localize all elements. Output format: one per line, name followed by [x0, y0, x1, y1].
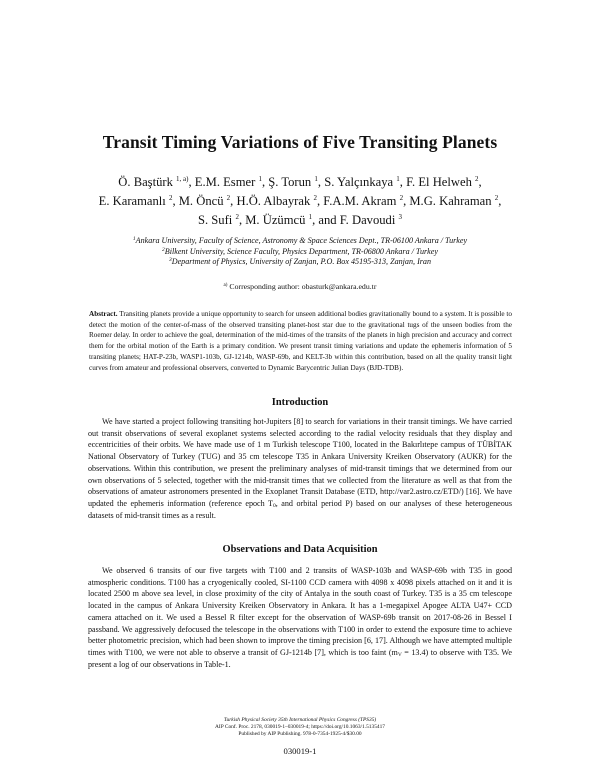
author-affil-sup: 2 [168, 194, 173, 202]
author-name: M.G. Kahraman [409, 194, 492, 208]
author-line-3 [60, 211, 540, 230]
author-separator: , [316, 194, 324, 208]
affiliation-list [60, 236, 540, 268]
author-affil-sup: 1 [314, 175, 318, 183]
intro-text-a: We have started a project following transiting hot-Jupiters [8] to search for variations in their transit timings. We have carried out transit observations of several exoplanet systems selected according to the radial velocity residuals that they display and eccentricities of their orbits. We have made use of 1 m Turkish telescope T100, located in the Bakırlıtepe campus of TÜBİTAK National Observatory of Turkey (TUG) and 35 cm telescope T35 in Ankara University Kreiken Observatory (AUKR) for the observations. Within this contribution, we present the preliminary analyses of mid-transit timings that we determined from our own observations of 5 selected, together with the mid-transit times that we collected from the literature as well as that from the observations of amateur astronomers presented in the Exoplanet Transit Database (ETD, http://var2.astro.cz/ETD/) [16]. We have updated the ephemeris information (reference epoch T [88, 417, 512, 508]
author-separator: , [399, 175, 407, 189]
author-affil-sup: 1 [308, 213, 313, 221]
affiliation-1 [60, 236, 540, 247]
author-affil-sup: 1 [396, 175, 400, 183]
author-name: and F. Davoudi [318, 213, 396, 227]
footer-conference: Turkish Physical Society 35th International Physics Congress (TPS35) [223, 717, 377, 723]
section-heading-introduction: Introduction [271, 397, 329, 408]
affiliation-2 [60, 247, 540, 258]
affiliation-sup: 3 [168, 257, 172, 264]
footer-publisher: Published by AIP Publishing. 978-0-7354-1925-4/$30.00 [238, 731, 362, 738]
author-separator: , [238, 213, 246, 227]
author-name: M. Öncü [178, 194, 224, 208]
author-name: F.A.M. Akram [323, 194, 397, 208]
corresponding-text: Corresponding author: obasturk@ankara.edu.tr [229, 282, 377, 291]
author-name: S. Yalçınkaya [324, 175, 394, 189]
affiliation-text: Bilkent University, Science Faculty, Physics Department, TR-06800 Ankara / Turkey [164, 246, 438, 256]
author-affil-sup: 2 [313, 194, 317, 202]
author-separator: , [172, 194, 179, 208]
author-affil-sup: 2 [475, 175, 479, 183]
author-name: Ş. Torun [268, 175, 312, 189]
author-name: M. Üzümcü [245, 213, 306, 227]
author-affil-sup: 1, a) [176, 175, 189, 183]
author-list [60, 173, 540, 230]
author-affil-sup: 2 [494, 194, 499, 202]
footer-citation: AIP Conf. Proc. 2178, 030019-1–030019-4; https://doi.org/10.1063/1.5135417 [215, 724, 385, 731]
author-separator: , [498, 194, 502, 208]
introduction-paragraph [88, 416, 512, 521]
affiliation-text: Department of Physics, University of Zanjan, P.O. Box 45195-313, Zanjan, Iran [171, 257, 432, 267]
obs-subscript: V [397, 651, 402, 658]
corresponding-author [60, 282, 540, 292]
obs-text-b: = 13.4) to observe with T35. We present a log of our observations in Table-1. [88, 647, 512, 669]
author-name: E.M. Esmer [194, 175, 256, 189]
author-separator: , [317, 175, 325, 189]
author-separator: , [261, 175, 269, 189]
author-line-1 [60, 173, 540, 192]
intro-text-b: , and orbital period P) based on our analyses of these heterogeneous datasets of mid-transit times as a result. [88, 498, 512, 520]
obs-text-a: We observed 6 transits of our five targets with T100 and 2 transits of WASP-103b and WASP-69b with T35 in good atmospheric conditions. T100 has a cryogenically cooled, SI-1100 CCD camera with 4098 x 4098 pixels attached on it and it is located 2500 m above sea level, in close proximity of the city of Antalya in the south coast of Turkey. T35 is a 35 cm telescope located in the campus of Ankara University Kreiken Observatory in Ankara. It has a 1-megapixel Apogee ALTA U47+ CCD camera attached on it. We used a Bessel R filter except for the observation of WASP-69b transit on 2017-08-26 in Bessel I passband. We aggressively defocused the telescope in the observations with T100 in order to extend the exposure time to achieve better photometric precision, which had been shown to improve the timing precision [6, 17]. Although we have attempted multiple times with T100, we were not able to observe a transit of GJ-1214b [7], which is too faint (m [88, 566, 512, 657]
author-affil-sup: 2 [399, 194, 404, 202]
abstract-text: Transiting planets provide a unique opportunity to search for unseen additional bodies gravitationally bound to a system. It is possible to detect the motion of the center-of-mass of the observed transiting planet-host star due to the gravitational tugs of the unseen bodies from the Roemer delay. In order to achieve the goal, determination of the mid-times of the transits of the planets in high precision and accuracy and correct them for the orbital motion of the Earth is a primary condition. We present transit timing variations and update the ephemeris information of 5 transiting planets; HAT-P-23b, WASP1-103b, GJ-1214b, WASP-69b, and KELT-3b within this contribution, based on all the quality transit light curves from amateur and professional observers, converted to Dynamic Barycentric Julian Days (BJD-TDB). [89, 310, 512, 372]
observations-paragraph [88, 565, 512, 670]
author-name: Ö. Baştürk [118, 175, 173, 189]
author-name: F. El Helweh [406, 175, 472, 189]
abstract-label: Abstract. [89, 310, 118, 318]
author-separator: , [230, 194, 237, 208]
affiliation-sup: 1 [132, 236, 136, 242]
page-number: 030019-1 [283, 746, 317, 756]
abstract [89, 309, 512, 373]
affiliation-text: Ankara University, Faculty of Science, Astronomy & Space Sciences Dept., TR-06100 Ankara / Turkey [135, 236, 468, 245]
author-affil-sup: 2 [235, 213, 239, 221]
paper-title: Transit Timing Variations of Five Transiting Planets [102, 132, 498, 152]
section-heading-observations: Observations and Data Acquisition [222, 544, 378, 555]
intro-subscript: 0 [273, 502, 276, 509]
author-name: H.Ö. Albayrak [236, 194, 311, 208]
affiliation-sup: 2 [162, 246, 165, 253]
author-affil-sup: 1 [258, 175, 262, 183]
author-separator: , [188, 175, 195, 189]
author-separator: , [478, 175, 482, 189]
corresponding-sup: a) [223, 283, 228, 288]
author-separator: , [312, 213, 319, 227]
author-line-2 [60, 192, 540, 211]
publication-footer [40, 717, 560, 738]
affiliation-3 [60, 257, 540, 268]
author-separator: , [403, 194, 410, 208]
author-name: E. Karamanlı [98, 194, 166, 208]
author-name: S. Sufi [197, 213, 233, 227]
author-affil-sup: 3 [398, 213, 403, 221]
author-affil-sup: 2 [226, 194, 231, 202]
